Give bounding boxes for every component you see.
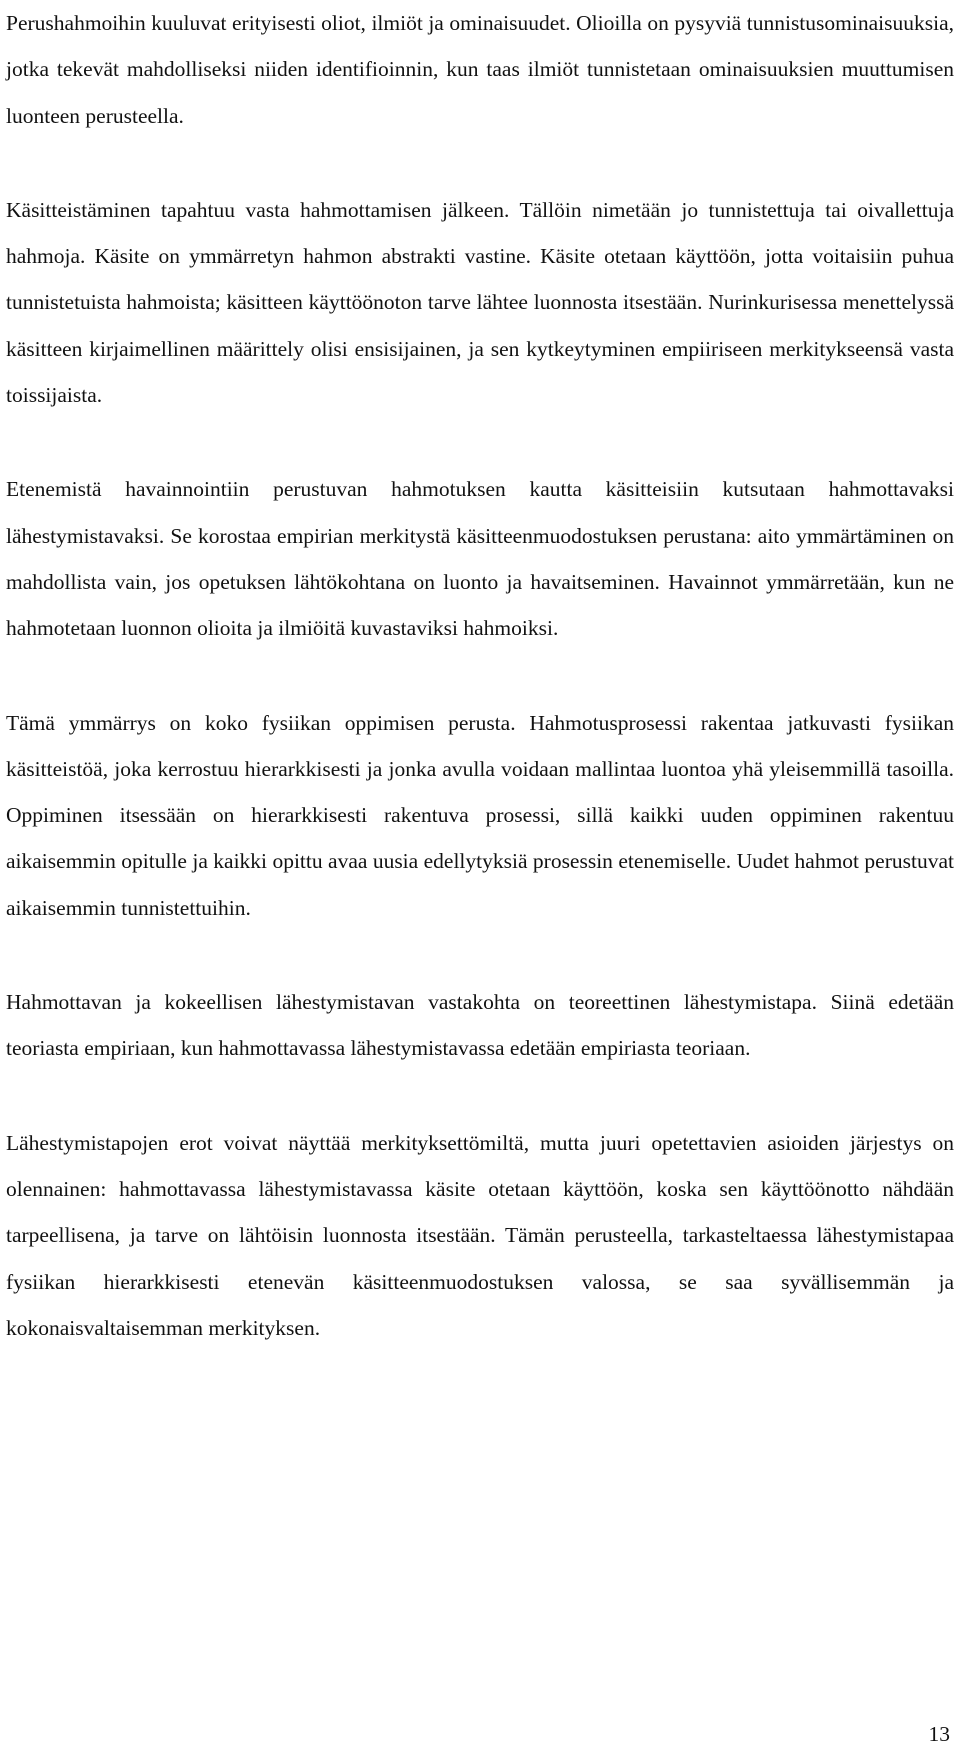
paragraph-5: Hahmottavan ja kokeellisen lähestymistavan vastakohta on teoreettinen lähestymistapa. Siinä edetään teoriasta empiriaan, kun hahmottavassa lähestymistavassa edetään empiriasta teoriaan.: [6, 990, 954, 1061]
paragraph-spacer: [6, 931, 954, 979]
document-page: [6, 0, 954, 1351]
paragraph-spacer: [6, 139, 954, 187]
page-number: 13: [928, 1722, 950, 1746]
paragraph-6: Lähestymistapojen erot voivat näyttää merkityksettömiltä, mutta juuri opetettavien asioiden järjestys on olennainen: hahmottavassa lähestymistavassa käsite otetaan käyttöön, koska sen käyttöönotto nähdään tarpeellisena, ja tarve on lähtöisin luonnosta itsestään. Tämän perusteella, tarkasteltaessa lähestymistapaa fysiikan hierarkkisesti etenevän käsitteenmuodostuksen valossa, se saa syvällisemmän ja kokonaisvaltaisemman merkityksen.: [6, 1130, 954, 1340]
paragraph-4: Tämä ymmärrys on koko fysiikan oppimisen perusta. Hahmotusprosessi rakentaa jatkuvasti fysiikan käsitteistöä, joka kerrostuu hierarkkisesti ja jonka avulla voidaan mallintaa luontoa yhä yleisemmillä tasoilla. Oppiminen itsessään on hierarkkisesti rakentuva prosessi, sillä kaikki uuden oppiminen rakentuu aikaisemmin opitulle ja kaikki opittu avaa uusia edellytyksiä prosessin etenemiselle. Uudet hahmot perustuvat aikaisemmin tunnistettuihin.: [6, 710, 954, 920]
paragraph-spacer: [6, 652, 954, 700]
paragraph-spacer: [6, 1072, 954, 1120]
paragraph-spacer: [6, 418, 954, 466]
paragraph-2: Käsitteistäminen tapahtuu vasta hahmottamisen jälkeen. Tällöin nimetään jo tunnistettuja tai oivallettuja hahmoja. Käsite on ymmärretyn hahmon abstrakti vastine. Käsite otetaan käyttöön, jotta voitaisiin puhua tunnistetuista hahmoista; käsitteen käyttöönoton tarve lähtee luonnosta itsestään. Nurinkurisessa menettelyssä käsitteen kirjaimellinen määrittely olisi ensisijainen, ja sen kytkeytyminen empiiriseen merkitykseensä vasta toissijaista.: [6, 197, 954, 408]
paragraph-3: Etenemistä havainnointiin perustuvan hahmotuksen kautta käsitteisiin kutsutaan hahmottavaksi lähestymistavaksi. Se korostaa empirian merkitystä käsitteenmuodostuksen perustana: aito ymmärtäminen on mahdollista vain, jos opetuksen lähtökohtana on luonto ja havaitseminen. Havainnot ymmärretään, kun ne hahmotetaan luonnon olioita ja ilmiöitä kuvastaviksi hahmoiksi.: [6, 477, 954, 641]
paragraph-1: Perushahmoihin kuuluvat erityisesti oliot, ilmiöt ja ominaisuudet. Olioilla on pysyviä tunnistusominaisuuksia, jotka tekevät mahdolliseksi niiden identifioinnin, kun taas ilmiöt tunnistetaan ominaisuuksien muuttumisen luonteen perusteella.: [6, 11, 954, 128]
